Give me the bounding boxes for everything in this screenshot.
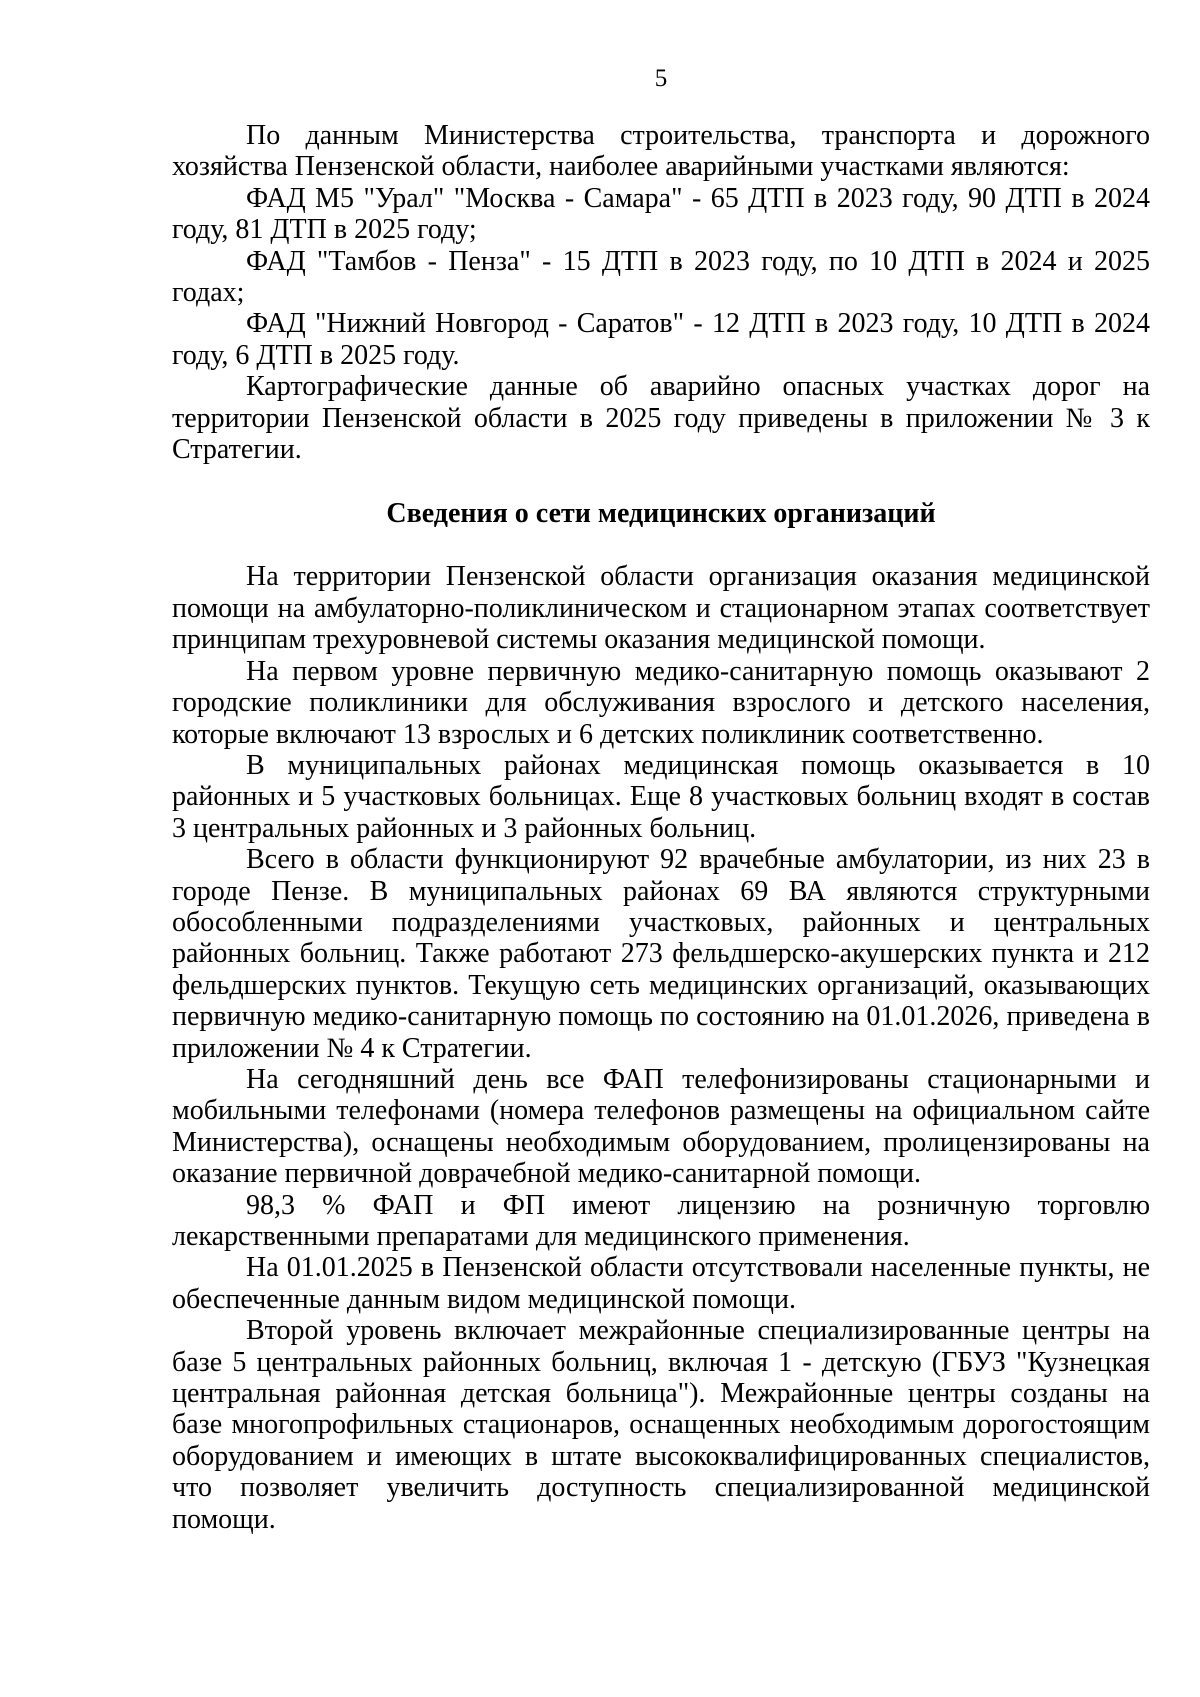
section-heading: Сведения о сети медицинских организаций	[386, 498, 936, 530]
paragraph-fap-equipment: На сегодняшний день все ФАП телефонизированы стационарными и мобильными телефонами (номера телефонов размещены на официальном сайте Министерства), оснащены необходимым оборудованием, пролицензированы на оказание первичной доврачебной медико-санитарной помощи.	[172, 1063, 1150, 1190]
document-page	[172, 64, 1150, 1535]
paragraph-fap-license: 98,3 % ФАП и ФП имеют лицензию на розничную торговлю лекарственными препаратами для медицинского применения.	[172, 1189, 1150, 1252]
paragraph-accident-sources: По данным Министерства строительства, транспорта и дорожного хозяйства Пензенской области, наиболее аварийными участками являются:	[172, 120, 1150, 183]
paragraph-ambulatories: Всего в области функционируют 92 врачебные амбулатории, из них 23 в городе Пензе. В муниципальных районах 69 ВА являются структурными обособленными подразделениями участковых, районных и центральных районных больниц. Также работают 273 фельдшерско-акушерских пункта и 212 фельдшерских пунктов. Текущую сеть медицинских организаций, оказывающих первичную медико-санитарную помощь по состоянию на 01.01.2026, приведена в приложении № 4 к Стратегии.	[172, 844, 1150, 1064]
paragraph-municipal-hospitals: В муниципальных районах медицинская помощь оказывается в 10 районных и 5 участковых больницах. Еще 8 участковых больниц входят в состав 3 центральных районных и 3 районных больниц.	[172, 749, 1150, 844]
paragraph-coverage: На 01.01.2025 в Пензенской области отсутствовали населенные пункты, не обеспеченные данным видом медицинской помощи.	[172, 1252, 1150, 1315]
page-number: 5	[654, 65, 668, 92]
paragraph-road-novgorod-saratov: ФАД "Нижний Новгород - Саратов" - 12 ДТП в 2023 году, 10 ДТП в 2024 году, 6 ДТП в 2025 году.	[172, 308, 1150, 371]
paragraph-second-level: Второй уровень включает межрайонные специализированные центры на базе 5 центральных районных больниц, включая 1 - детскую (ГБУЗ "Кузнецкая центральная районная детская больница"). Межрайонные центры созданы на базе многопрофильных стационаров, оснащенных необходимым дорогостоящим оборудованием и имеющих в штате высококвалифицированных специалистов, что позволяет увеличить доступность специализированной медицинской помощи.	[172, 1315, 1150, 1535]
paragraph-road-tambov-penza: ФАД "Тамбов - Пенза" - 15 ДТП в 2023 году, по 10 ДТП в 2024 и 2025 годах;	[172, 245, 1150, 309]
paragraph-map-appendix: Картографические данные об аварийно опасных участках дорог на территории Пензенской области в 2025 году приведены в приложении № 3 к Стратегии.	[172, 371, 1150, 466]
paragraph-three-level-system: На территории Пензенской области организация оказания медицинской помощи на амбулаторно-поликлиническом и стационарном этапах соответствует принципам трехуровневой системы оказания медицинской помощи.	[172, 561, 1150, 656]
paragraph-road-m5: ФАД М5 "Урал" "Москва - Самара" - 65 ДТП в 2023 году, 90 ДТП в 2024 году, 81 ДТП в 2025 году;	[172, 182, 1150, 246]
paragraph-first-level: На первом уровне первичную медико-санитарную помощь оказывают 2 городские поликлиники для обслуживания взрослого и детского населения, которые включают 13 взрослых и 6 детских поликлиник соответственно.	[172, 655, 1150, 750]
